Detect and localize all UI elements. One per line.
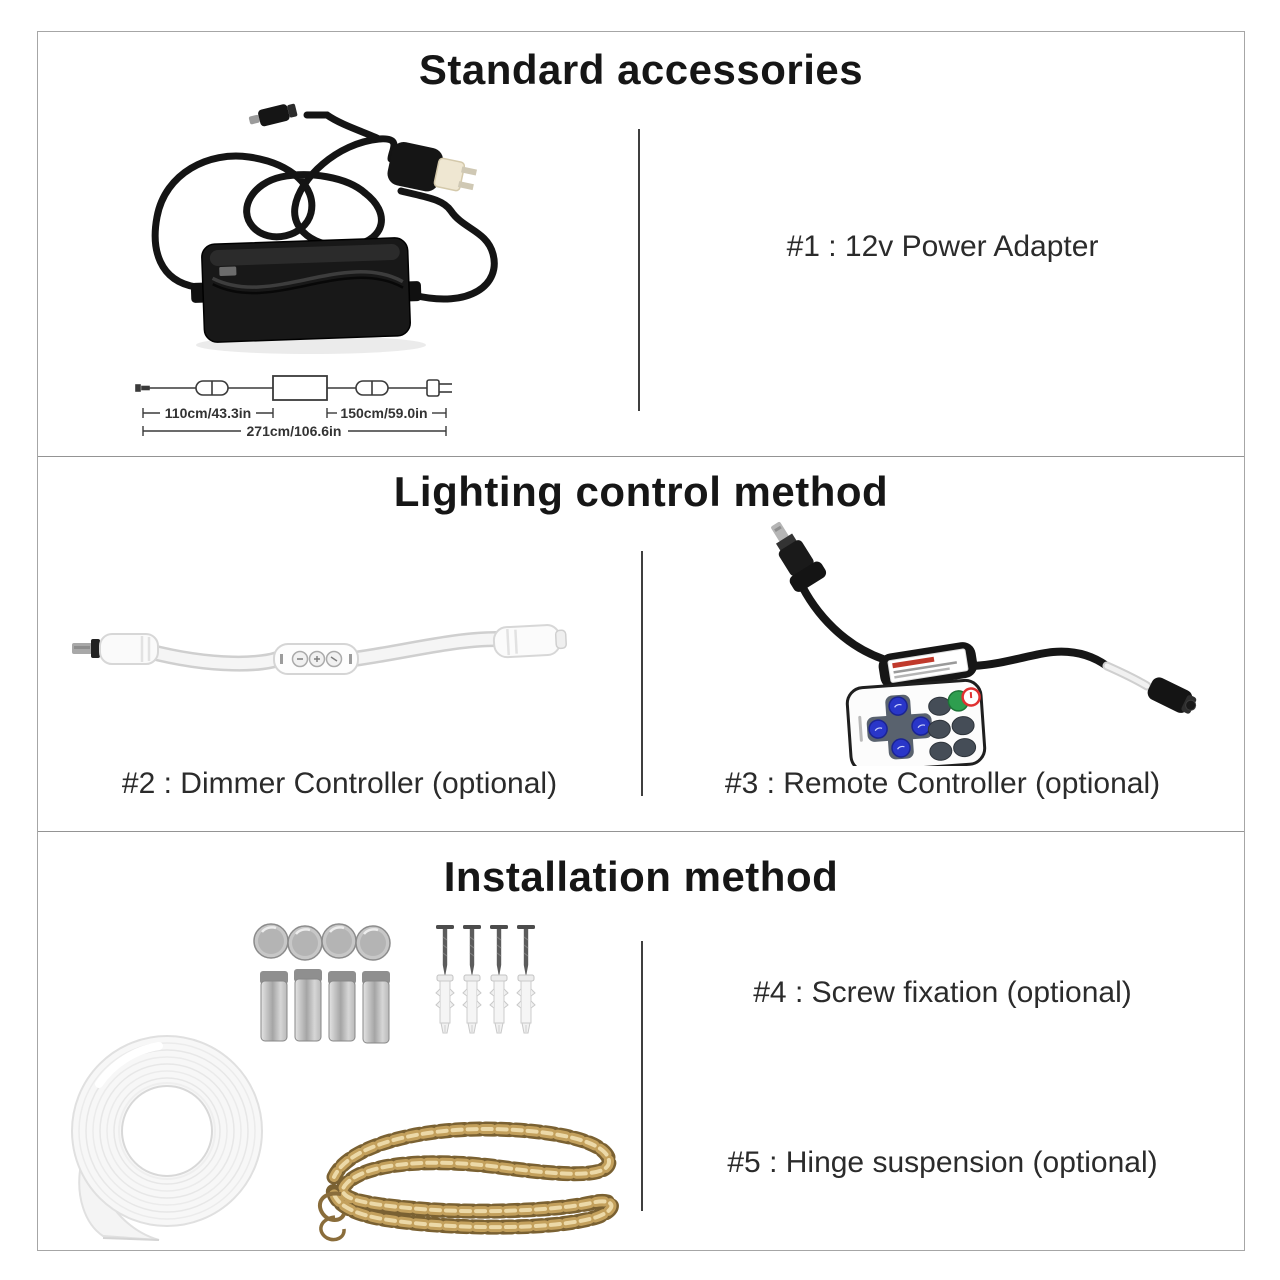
dimension-right-label: 150cm/59.0in	[340, 405, 428, 421]
content-frame	[37, 31, 1245, 1251]
adapter-label	[219, 266, 236, 276]
section-title-lighting-control: Lighting control method	[393, 468, 889, 515]
remote-dc-plug	[759, 516, 828, 594]
dimmer-controller-photo	[64, 596, 614, 711]
screw-caps	[254, 924, 390, 960]
item-label-hinge-suspension: #5 : Hinge suspension (optional)	[727, 1146, 1158, 1179]
wall-anchors	[436, 975, 535, 1033]
adhesive-tape-photo	[59, 1034, 309, 1249]
standoff-barrels	[260, 969, 390, 1043]
remote-cable-white-core	[1107, 666, 1147, 686]
column-divider-2	[641, 551, 643, 796]
power-adapter-photo	[141, 99, 591, 359]
remote-cable-left	[799, 580, 883, 659]
gold-chain	[333, 1129, 611, 1227]
tape-roll	[72, 1036, 262, 1226]
dimmer-male-connector	[72, 634, 158, 664]
rf-remote	[846, 679, 986, 766]
section-title-installation: Installation method	[443, 853, 839, 900]
hinge-chain-photo	[289, 1099, 639, 1249]
column-divider-1	[638, 129, 640, 411]
cable-schematic	[136, 376, 452, 400]
cable-length-diagram	[131, 363, 581, 448]
dc-plug	[248, 101, 299, 129]
item-label-dimmer-controller: #2 : Dimmer Controller (optional)	[121, 767, 558, 800]
adapter-body	[189, 237, 422, 343]
item-label-remote-controller: #3 : Remote Controller (optional)	[724, 767, 1161, 800]
remote-cable-right	[973, 652, 1107, 666]
dimmer-female-connector	[493, 624, 566, 658]
section-divider-2	[38, 831, 1244, 832]
section-divider-1	[38, 456, 1244, 457]
dimension-total-label: 271cm/106.6in	[246, 423, 342, 439]
remote-controller-photo	[701, 516, 1201, 766]
section-title-standard-accessories: Standard accessories	[418, 46, 864, 93]
dimmer-inline-controller	[274, 644, 358, 674]
dimension-left-label: 110cm/43.3in	[164, 405, 252, 421]
item-label-power-adapter: #1 : 12v Power Adapter	[786, 230, 1099, 263]
screws	[436, 925, 535, 977]
item-label-screw-fixation: #4 : Screw fixation (optional)	[753, 976, 1132, 1009]
remote-female-connector	[1145, 675, 1200, 718]
